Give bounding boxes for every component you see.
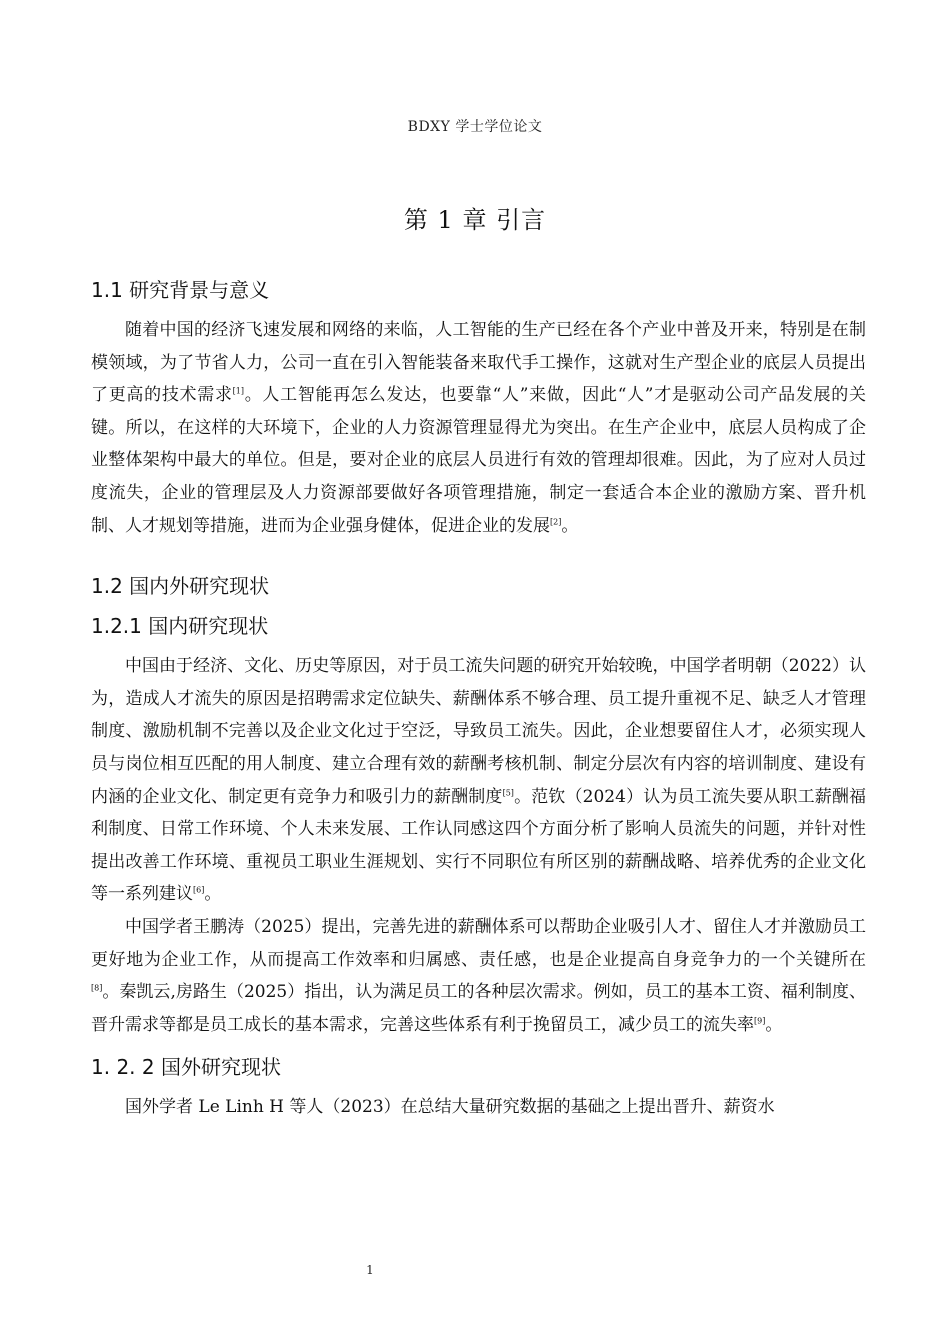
paragraph-domestic-1 bbox=[91, 650, 866, 911]
section-heading-1-2: 1.2 国内外研究现状 bbox=[91, 574, 270, 599]
paragraph-text: 国外学者 Le Linh H 等人（2023）在总结大量研究数据的基础之上提出晋升、薪资水 bbox=[125, 1097, 775, 1118]
paragraph-domestic-2 bbox=[91, 911, 866, 1041]
paragraph-text: 中国学者王鹏涛（2025）提出，完善先进的薪酬体系可以帮助企业吸引人才、留住人才并激励员工更好地为企业工作，从而提高工作效率和归属感、责任感，也是企业提高自身竞争力的一个关键所在 bbox=[91, 916, 866, 970]
subsection-heading-1-2-2: 1. 2. 2 国外研究现状 bbox=[91, 1055, 281, 1080]
citation-ref[interactable]: [8] bbox=[91, 983, 103, 993]
running-header: BDXY 学士学位论文 bbox=[407, 119, 543, 135]
section-heading-1-1: 1.1 研究背景与意义 bbox=[91, 278, 270, 302]
page-number: 1 bbox=[366, 1263, 374, 1277]
paragraph-text: 。范钦（2024）认为员工流失要从职工薪酬福利制度、日常工作环境、个人未来发展、工作认同感这四个方面分析了影响人员流失的问题，并针对性提出改善工作环境、重视员工职业生涯规划、实行不同职位有所区别的薪酬战略、培养优秀的企业文化等一系列建议 bbox=[91, 786, 867, 905]
chapter-title: 第 1 章 引言 bbox=[403, 206, 547, 234]
subsection-heading-1-2-1: 1.2.1 国内研究现状 bbox=[91, 614, 269, 639]
paragraph-background bbox=[91, 314, 866, 542]
citation-ref[interactable]: [6] bbox=[193, 885, 205, 895]
paragraph-text: 中国由于经济、文化、历史等原因，对于员工流失问题的研究开始较晚，中国学者明朝（2022）认为，造成人才流失的原因是招聘需求定位缺失、薪酬体系不够合理、员工提升重视不足、缺乏人才管理制度、激励机制不完善以及企业文化过于空泛，导致员工流失。因此，企业想要留住人才，必须实现人员与岗位相互匹配的用人制度、建立合理有效的薪酬考核机制、制定分层次有内容的培训制度、建设有内涵的企业文化、制定更有竞争力和吸引力的薪酬制度 bbox=[91, 656, 866, 807]
citation-ref[interactable]: [2] bbox=[550, 516, 562, 526]
paragraph-text: 。 bbox=[765, 1014, 783, 1035]
paragraph-text: 。秦凯云,房路生（2025）指出，认为满足员工的各种层次需求。例如，员工的基本工资、福利制度、晋升需求等都是员工成长的基本需求，完善这些体系有利于挽留员工，减少员工的流失率 bbox=[91, 982, 866, 1035]
paragraph-foreign-1 bbox=[91, 1091, 866, 1124]
citation-ref[interactable]: [5] bbox=[502, 787, 514, 797]
paragraph-text: 。 bbox=[561, 515, 579, 536]
paragraph-text: 随着中国的经济飞速发展和网络的来临，人工智能的生产已经在各个产业中普及开来，特别是在制模领域，为了节省人力，公司一直在引入智能装备来取代手工操作，这就对生产型企业的底层人员提出了更高的技术需求 bbox=[91, 320, 866, 406]
body-content bbox=[91, 276, 866, 1124]
citation-ref[interactable]: [9] bbox=[754, 1016, 766, 1026]
citation-ref[interactable]: [1] bbox=[232, 386, 245, 396]
paragraph-text: 。 bbox=[204, 884, 222, 905]
paragraph-text: 。人工智能再怎么发达，也要靠“人”来做，因此“人”才是驱动公司产品发展的关键。所以，在这样的大环境下，企业的人力资源管理显得尤为突出。在生产企业中，底层人员构成了企业整体架构中最大的单位。但是，要对企业的底层人员进行有效的管理却很难。因此，为了应对人员过度流失，企业的管理层及人力资源部要做好各项管理措施，制定一套适合本企业的激励方案、晋升机制、人才规划等措施，进而为企业强身健体，促进企业的发展 bbox=[91, 385, 866, 536]
